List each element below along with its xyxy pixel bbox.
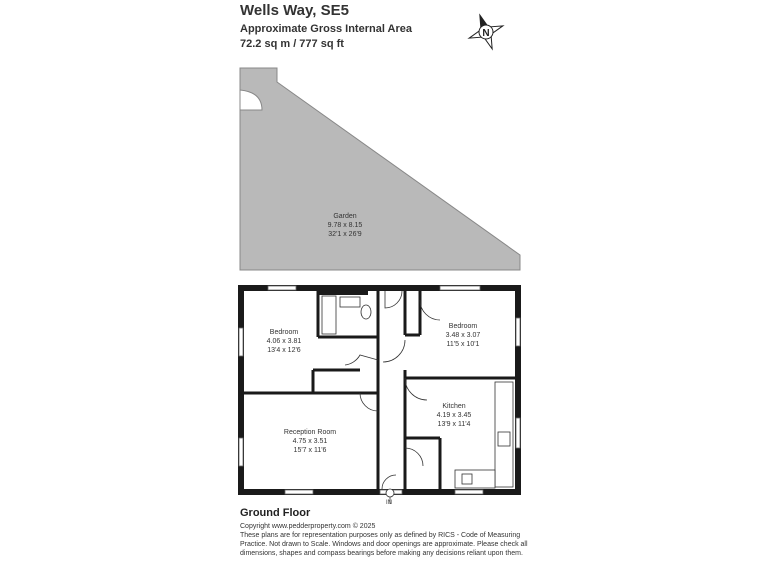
disclaimer-text: These plans are for representation purposes only as defined by RICS - Code of Measuring Practice. Not drawn to Scale. Windows and door openings are approximate. Please check all dimensions, shapes and compass bearings before making any decisions reliant upon them.: [240, 532, 528, 557]
floor-label: Ground Floor: [240, 507, 311, 519]
garden-name: Garden: [333, 213, 357, 220]
bedroom2-imperial: 11'5 x 10'1: [446, 341, 480, 348]
door-swings: [345, 291, 440, 489]
reception-metric: 4.75 x 3.51: [292, 438, 328, 445]
kitchen-name: Kitchen: [442, 403, 466, 410]
garden-imperial: 32'1 x 26'9: [328, 231, 362, 238]
garden-area: [240, 68, 520, 270]
entrance-marker: [386, 489, 394, 506]
kitchen-imperial: 13'9 x 11'4: [437, 421, 471, 428]
bedroom2-name: Bedroom: [448, 323, 478, 330]
bedroom2-metric: 3.48 x 3.07: [445, 332, 481, 339]
property-title: Wells Way, SE5: [240, 2, 349, 19]
entrance-label: IN: [386, 500, 392, 506]
reception-imperial: 15'7 x 11'6: [293, 447, 327, 454]
compass-letter: N: [482, 28, 490, 39]
bathroom-fixtures: [322, 296, 371, 334]
kitchen-units: [455, 382, 513, 488]
bedroom1-imperial: 13'4 x 12'6: [267, 347, 301, 354]
area-heading: Approximate Gross Internal Area: [240, 23, 412, 35]
copyright-text: Copyright www.pedderproperty.com © 2025: [240, 523, 376, 530]
bedroom1-name: Bedroom: [269, 329, 299, 336]
disclaimer: [240, 522, 530, 558]
area-value: 72.2 sq m / 777 sq ft: [240, 38, 344, 50]
interior-walls: [244, 291, 515, 489]
kitchen-metric: 4.19 x 3.45: [436, 412, 472, 419]
bedroom1-metric: 4.06 x 3.81: [266, 338, 302, 345]
garden-metric: 9.78 x 8.15: [327, 222, 363, 229]
reception-name: Reception Room: [283, 429, 337, 436]
